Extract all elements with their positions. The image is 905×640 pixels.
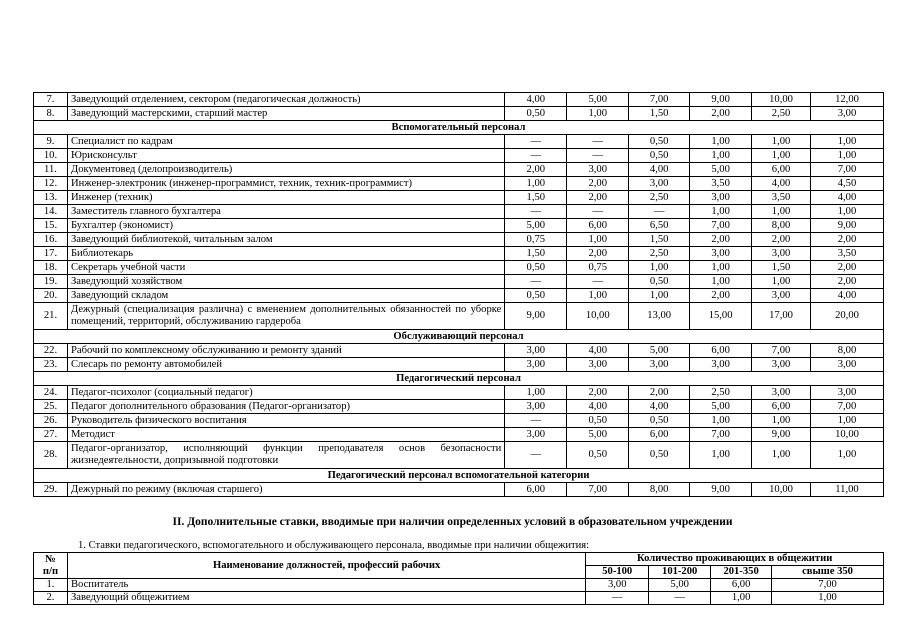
dormitory-rates-table — [33, 552, 884, 605]
residents-column-header: 50-100 — [586, 566, 649, 579]
rate-value: 11,00 — [811, 483, 884, 497]
rate-value: 4,00 — [752, 177, 811, 191]
section-title: Педагогический персонал вспомогательной категории — [34, 469, 884, 483]
rate-value: 4,00 — [567, 344, 629, 358]
staff-rates-table — [33, 92, 884, 497]
rate-value: 1,00 — [690, 149, 752, 163]
rate-value: 7,00 — [629, 93, 690, 107]
section-title: Обслуживающий персонал — [34, 330, 884, 344]
rate-value: 4,00 — [629, 163, 690, 177]
rate-value: 3,00 — [811, 386, 884, 400]
rate-value: 1,00 — [752, 149, 811, 163]
table-row — [34, 303, 884, 330]
rate-value: 3,00 — [690, 247, 752, 261]
rate-value: 4,00 — [505, 93, 567, 107]
row-number: 17. — [34, 247, 68, 261]
row-number: 1. — [34, 579, 68, 592]
table-row — [34, 275, 884, 289]
rate-value: 9,00 — [811, 219, 884, 233]
position-name: Юрисконсульт — [67, 149, 504, 163]
rate-value: 3,00 — [752, 247, 811, 261]
section-title: Вспомогательный персонал — [34, 121, 884, 135]
rate-value: 2,00 — [752, 233, 811, 247]
rate-value: 7,00 — [772, 579, 884, 592]
rate-value: 5,00 — [567, 428, 629, 442]
rate-value: 9,00 — [690, 93, 752, 107]
rate-value: 3,50 — [752, 191, 811, 205]
position-name: Заведующий библиотекой, читальным залом — [67, 233, 504, 247]
table-row — [34, 261, 884, 275]
table-row — [34, 386, 884, 400]
rate-value: 3,00 — [505, 358, 567, 372]
rate-value: 1,00 — [629, 289, 690, 303]
rate-value: 2,00 — [567, 386, 629, 400]
table-row — [34, 428, 884, 442]
table-row — [34, 233, 884, 247]
rate-value: 10,00 — [567, 303, 629, 330]
rate-value: 0,50 — [629, 414, 690, 428]
rate-value: 6,00 — [711, 579, 772, 592]
rate-value: 3,00 — [505, 428, 567, 442]
rate-value: 6,00 — [752, 400, 811, 414]
rate-value: 4,50 — [811, 177, 884, 191]
rate-value: 1,00 — [629, 261, 690, 275]
rate-value: 0,50 — [567, 442, 629, 469]
rate-value: 1,00 — [505, 386, 567, 400]
residents-column-header: 101-200 — [649, 566, 711, 579]
rate-value: 4,00 — [811, 191, 884, 205]
residents-column-header: свыше 350 — [772, 566, 884, 579]
rate-value: — — [629, 205, 690, 219]
rate-value: 0,50 — [629, 275, 690, 289]
position-column-header: Наименование должностей, профессий рабочих — [67, 553, 585, 579]
table-row — [34, 414, 884, 428]
rate-value: 10,00 — [752, 93, 811, 107]
rate-value: 2,50 — [629, 191, 690, 205]
rate-value: 1,50 — [505, 191, 567, 205]
rate-value: 4,00 — [567, 400, 629, 414]
position-name: Бухгалтер (экономист) — [67, 219, 504, 233]
rate-value: 0,50 — [629, 442, 690, 469]
rate-value: 20,00 — [811, 303, 884, 330]
rate-value: 6,00 — [567, 219, 629, 233]
row-number: 22. — [34, 344, 68, 358]
row-number: 21. — [34, 303, 68, 330]
rate-value: 2,00 — [690, 289, 752, 303]
rate-value: 1,00 — [752, 442, 811, 469]
rate-value: 0,75 — [505, 233, 567, 247]
rate-value: 1,00 — [752, 135, 811, 149]
rate-value: 3,00 — [690, 191, 752, 205]
table-row — [34, 135, 884, 149]
rate-value: 7,00 — [690, 428, 752, 442]
rate-value: 8,00 — [629, 483, 690, 497]
rate-value: 3,00 — [752, 289, 811, 303]
rate-value: 1,50 — [629, 233, 690, 247]
position-name: Педагог-организатор, исполняющий функции преподавателя основ безопасности жизнедеятельности, допризывной подготовки — [67, 442, 504, 469]
rate-value: 7,00 — [752, 344, 811, 358]
rate-value: 3,00 — [811, 107, 884, 121]
position-name: Специалист по кадрам — [67, 135, 504, 149]
row-number: 13. — [34, 191, 68, 205]
rate-value: 0,50 — [505, 261, 567, 275]
rate-value: 3,00 — [567, 358, 629, 372]
section-header-row — [34, 330, 884, 344]
rate-value: 1,00 — [752, 205, 811, 219]
rate-value: 5,00 — [567, 93, 629, 107]
num-header-line2: п/п — [42, 565, 59, 577]
rate-value: 1,50 — [752, 261, 811, 275]
section-header-row — [34, 372, 884, 386]
rate-value: 3,00 — [505, 344, 567, 358]
rate-value: — — [505, 205, 567, 219]
rate-value: 9,00 — [505, 303, 567, 330]
row-number: 24. — [34, 386, 68, 400]
rate-value: 1,00 — [690, 135, 752, 149]
rate-value: 7,00 — [567, 483, 629, 497]
rate-value: 1,00 — [505, 177, 567, 191]
dormitory-rates-note: 1. Ставки педагогического, вспомогательного и обслуживающего персонала, вводимые при наличии общежития: — [78, 540, 590, 551]
row-number: 2. — [34, 592, 68, 605]
rate-value: 9,00 — [690, 483, 752, 497]
section-ii-title: II. Дополнительные ставки, вводимые при наличии определенных условий в образовательном учреждении — [172, 516, 733, 528]
position-name: Заместитель главного бухгалтера — [67, 205, 504, 219]
position-name: Педагог-психолог (социальный педагог) — [67, 386, 504, 400]
rate-value: 3,00 — [567, 163, 629, 177]
rate-value: 2,00 — [811, 233, 884, 247]
rate-value: 2,00 — [567, 177, 629, 191]
rate-value: 5,00 — [505, 219, 567, 233]
rate-value: — — [586, 592, 649, 605]
rate-value: 12,00 — [811, 93, 884, 107]
position-name: Документовед (делопроизводитель) — [67, 163, 504, 177]
row-number: 26. — [34, 414, 68, 428]
position-name: Руководитель физического воспитания — [67, 414, 504, 428]
position-name: Педагог дополнительного образования (Педагог-организатор) — [67, 400, 504, 414]
section-title: Педагогический персонал — [34, 372, 884, 386]
rate-value: 2,00 — [505, 163, 567, 177]
rate-value: 1,00 — [690, 275, 752, 289]
position-name: Заведующий хозяйством — [67, 275, 504, 289]
position-name: Рабочий по комплексному обслуживанию и ремонту зданий — [67, 344, 504, 358]
rate-value: 2,00 — [567, 247, 629, 261]
row-number: 27. — [34, 428, 68, 442]
rate-value: 1,00 — [567, 289, 629, 303]
rate-value: 1,00 — [567, 107, 629, 121]
rate-value: 7,00 — [811, 163, 884, 177]
rate-value: 0,50 — [505, 107, 567, 121]
rate-value: 3,00 — [629, 358, 690, 372]
rate-value: — — [649, 592, 711, 605]
rate-value: 13,00 — [629, 303, 690, 330]
table-row — [34, 400, 884, 414]
rate-value: 6,00 — [690, 344, 752, 358]
row-number: 10. — [34, 149, 68, 163]
table-row — [34, 107, 884, 121]
row-number: 11. — [34, 163, 68, 177]
row-number: 20. — [34, 289, 68, 303]
rate-value: 2,00 — [629, 386, 690, 400]
row-number: 7. — [34, 93, 68, 107]
position-name: Заведующий мастерскими, старший мастер — [67, 107, 504, 121]
rate-value: — — [505, 149, 567, 163]
rate-value: 3,50 — [690, 177, 752, 191]
row-number: 23. — [34, 358, 68, 372]
rate-value: 5,00 — [690, 400, 752, 414]
rate-value: 10,00 — [811, 428, 884, 442]
num-header-line1: № — [45, 553, 56, 565]
rate-value: 2,00 — [811, 261, 884, 275]
rate-value: 2,00 — [567, 191, 629, 205]
rate-value: 3,00 — [629, 177, 690, 191]
row-number: 12. — [34, 177, 68, 191]
rate-value: 1,50 — [629, 107, 690, 121]
rate-value: 0,50 — [505, 289, 567, 303]
rate-value: 9,00 — [752, 428, 811, 442]
row-number: 8. — [34, 107, 68, 121]
rate-value: 1,00 — [690, 442, 752, 469]
rate-value: 0,75 — [567, 261, 629, 275]
rate-value: 1,00 — [690, 205, 752, 219]
rate-value: 1,00 — [711, 592, 772, 605]
row-number: 29. — [34, 483, 68, 497]
rate-value: 2,00 — [690, 233, 752, 247]
table-row — [34, 247, 884, 261]
rate-value: — — [567, 135, 629, 149]
rate-value: 3,00 — [752, 386, 811, 400]
residents-column-header: 201-350 — [711, 566, 772, 579]
residents-group-header: Количество проживающих в общежитии — [586, 553, 884, 566]
rate-value: 0,50 — [629, 135, 690, 149]
table-row — [34, 289, 884, 303]
rate-value: 2,50 — [629, 247, 690, 261]
table-row — [34, 219, 884, 233]
row-number: 16. — [34, 233, 68, 247]
position-name: Слесарь по ремонту автомобилей — [67, 358, 504, 372]
rate-value: 1,00 — [567, 233, 629, 247]
rate-value: 0,50 — [567, 414, 629, 428]
rate-value: 1,00 — [690, 261, 752, 275]
num-column-header — [34, 553, 68, 579]
rate-value: 1,00 — [752, 414, 811, 428]
rate-value: 5,00 — [649, 579, 711, 592]
rate-value: 2,50 — [752, 107, 811, 121]
table-header-row — [34, 553, 884, 566]
rate-value: 17,00 — [752, 303, 811, 330]
table-row — [34, 93, 884, 107]
rate-value: 1,00 — [752, 275, 811, 289]
rate-value: 8,00 — [752, 219, 811, 233]
rate-value: 1,00 — [811, 135, 884, 149]
rate-value: 4,00 — [629, 400, 690, 414]
section-header-row — [34, 121, 884, 135]
position-name: Секретарь учебной части — [67, 261, 504, 275]
table-row — [34, 442, 884, 469]
table-row — [34, 483, 884, 497]
rate-value: 5,00 — [629, 344, 690, 358]
position-name: Дежурный (специализация различна) с вменением дополнительных обязанностей по уборке помещений, территорий, обслуживанию гардероба — [67, 303, 504, 330]
rate-value: 6,00 — [752, 163, 811, 177]
rate-value: 3,00 — [586, 579, 649, 592]
table-row — [34, 177, 884, 191]
position-name: Заведующий складом — [67, 289, 504, 303]
rate-value: — — [505, 442, 567, 469]
table-row — [34, 163, 884, 177]
rate-value: — — [567, 205, 629, 219]
rate-value: 3,50 — [811, 247, 884, 261]
rate-value: 10,00 — [752, 483, 811, 497]
rate-value: 2,50 — [690, 386, 752, 400]
rate-value: 3,00 — [752, 358, 811, 372]
table-row — [34, 579, 884, 592]
row-number: 15. — [34, 219, 68, 233]
row-number: 18. — [34, 261, 68, 275]
rate-value: 1,00 — [811, 149, 884, 163]
rate-value: 1,00 — [811, 205, 884, 219]
rate-value: — — [567, 149, 629, 163]
rate-value: 8,00 — [811, 344, 884, 358]
row-number: 19. — [34, 275, 68, 289]
row-number: 28. — [34, 442, 68, 469]
rate-value: 5,00 — [690, 163, 752, 177]
rate-value: 0,50 — [629, 149, 690, 163]
position-name: Библиотекарь — [67, 247, 504, 261]
rate-value: 7,00 — [811, 400, 884, 414]
rate-value: 3,00 — [505, 400, 567, 414]
rate-value: — — [505, 414, 567, 428]
table-row — [34, 149, 884, 163]
row-number: 9. — [34, 135, 68, 149]
rate-value: 1,00 — [690, 414, 752, 428]
rate-value: 6,00 — [505, 483, 567, 497]
table-row — [34, 358, 884, 372]
position-name: Методист — [67, 428, 504, 442]
rate-value: 1,00 — [811, 414, 884, 428]
table-row — [34, 344, 884, 358]
rate-value: 6,50 — [629, 219, 690, 233]
position-name: Инженер (техник) — [67, 191, 504, 205]
rate-value: 6,00 — [629, 428, 690, 442]
rate-value: 3,00 — [690, 358, 752, 372]
table-row — [34, 205, 884, 219]
rate-value: 4,00 — [811, 289, 884, 303]
row-number: 25. — [34, 400, 68, 414]
rate-value: 15,00 — [690, 303, 752, 330]
rate-value: — — [505, 135, 567, 149]
rate-value: 1,50 — [505, 247, 567, 261]
rate-value: — — [567, 275, 629, 289]
rate-value: 3,00 — [811, 358, 884, 372]
table-row — [34, 592, 884, 605]
rate-value: 2,00 — [811, 275, 884, 289]
rate-value: 2,00 — [690, 107, 752, 121]
position-name: Дежурный по режиму (включая старшего) — [67, 483, 504, 497]
position-name: Инженер-электроник (инженер-программист, техник, техник-программист) — [67, 177, 504, 191]
row-number: 14. — [34, 205, 68, 219]
rate-value: 7,00 — [690, 219, 752, 233]
rate-value: 1,00 — [772, 592, 884, 605]
section-header-row — [34, 469, 884, 483]
table-row — [34, 191, 884, 205]
position-name: Заведующий отделением, сектором (педагогическая должность) — [67, 93, 504, 107]
position-name: Заведующий общежитием — [67, 592, 585, 605]
position-name: Воспитатель — [67, 579, 585, 592]
rate-value: — — [505, 275, 567, 289]
rate-value: 1,00 — [811, 442, 884, 469]
